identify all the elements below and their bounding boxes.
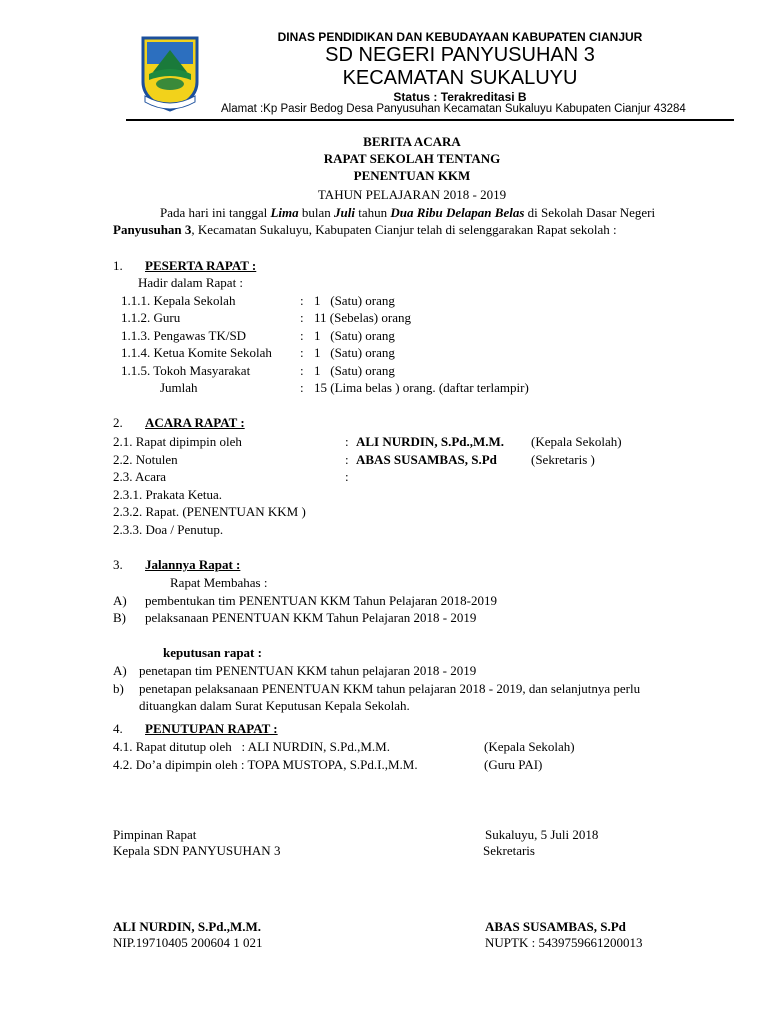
accreditation-status: Status : Terakreditasi B	[393, 90, 527, 104]
agenda-leader-role: (Kepala Sekolah)	[531, 434, 622, 449]
agenda-item: 2.3.2. Rapat. (PENENTUAN KKM )	[113, 504, 306, 519]
doc-title-1: BERITA ACARA	[363, 134, 461, 149]
intro-line-1: Pada hari ini tanggal Lima bulan Juli tahun Dua Ribu Delapan Belas di Sekolah Dasar Negeri	[160, 205, 656, 220]
section-1-number: 1.	[113, 258, 123, 273]
agenda-item: 2.3.1. Prakata Ketua.	[113, 487, 223, 502]
section-2-heading: ACARA RAPAT :	[145, 415, 245, 430]
school-name: SD NEGERI PANYUSUHAN 3	[325, 44, 595, 66]
section-4-number: 4.	[113, 721, 123, 736]
agenda-notulen-label: 2.2. Notulen	[113, 452, 178, 467]
district-name: KECAMATAN SUKALUYU	[342, 67, 578, 89]
closing-role-1: (Kepala Sekolah)	[484, 739, 575, 754]
agenda-notulen-name: ABAS SUSAMBAS, S.Pd	[356, 452, 497, 467]
signatory-id-right: NUPTK : 5439759661200013	[485, 935, 643, 950]
agenda-leader-label: 2.1. Rapat dipimpin oleh	[113, 434, 242, 449]
closing-role-2: (Guru PAI)	[484, 757, 543, 772]
doc-title-4: TAHUN PELAJARAN 2018 - 2019	[317, 187, 507, 202]
intro-line-2: Panyusuhan 3, Kecamatan Sukaluyu, Kabupaten Cianjur telah di selenggarakan Rapat sekolah :	[113, 222, 617, 237]
discussion-intro: Rapat Membahas :	[170, 575, 268, 590]
decision-item: penetapan pelaksanaan PENENTUAN KKM tahun pelajaran 2018 - 2019, dan selanjutnya perlu	[139, 681, 641, 696]
signatory-id-left: NIP.19710405 200604 1 021	[113, 935, 263, 950]
doc-title-2: RAPAT SEKOLAH TENTANG	[323, 151, 501, 166]
section-3-number: 3.	[113, 557, 123, 572]
section-4-heading: PENUTUPAN RAPAT :	[145, 721, 278, 736]
signatory-name-right: ABAS SUSAMBAS, S.Pd	[485, 919, 626, 934]
discussion-item: pembentukan tim PENENTUAN KKM Tahun Pelajaran 2018-2019	[145, 593, 497, 608]
agenda-leader-name: ALI NURDIN, S.Pd.,M.M.	[356, 434, 505, 449]
signatory-name-left: ALI NURDIN, S.Pd.,M.M.	[113, 919, 262, 934]
attendance-intro: Hadir dalam Rapat :	[138, 275, 244, 290]
closing-row-2: 4.2. Do’a dipimpin oleh : TOPA MUSTOPA, S.Pd.I.,M.M.	[113, 757, 418, 772]
closing-row-1: 4.1. Rapat ditutup oleh : ALI NURDIN, S.Pd.,M.M.	[113, 739, 390, 754]
agenda-notulen-role: (Sekretaris )	[531, 452, 595, 467]
decision-item-continued: dituangkan dalam Surat Keputusan Kepala Sekolah.	[139, 698, 410, 713]
doc-title-3: PENENTUAN KKM	[353, 168, 471, 183]
letterhead-divider	[126, 119, 734, 121]
section-1-heading: PESERTA RAPAT :	[145, 258, 257, 273]
agenda-item: 2.3.3. Doa / Penutup.	[113, 522, 224, 537]
section-3-heading: Jalannya Rapat :	[145, 557, 241, 572]
section-2-number: 2.	[113, 415, 123, 430]
decision-heading: keputusan rapat :	[163, 645, 262, 660]
discussion-item: pelaksanaan PENENTUAN KKM Tahun Pelajaran 2018 - 2019	[145, 610, 477, 625]
school-logo	[135, 34, 205, 114]
agenda-label: 2.3. Acara	[113, 469, 167, 484]
decision-item: penetapan tim PENENTUAN KKM tahun pelajaran 2018 - 2019	[139, 663, 477, 678]
school-address: Alamat :Kp Pasir Bedog Desa Panyusuhan Kecamatan Sukaluyu Kabupaten Cianjur 43284	[221, 103, 686, 115]
dept-name: DINAS PENDIDIKAN DAN KEBUDAYAAN KABUPATEN CIANJUR	[277, 30, 643, 44]
regency-crest-icon	[135, 34, 205, 114]
